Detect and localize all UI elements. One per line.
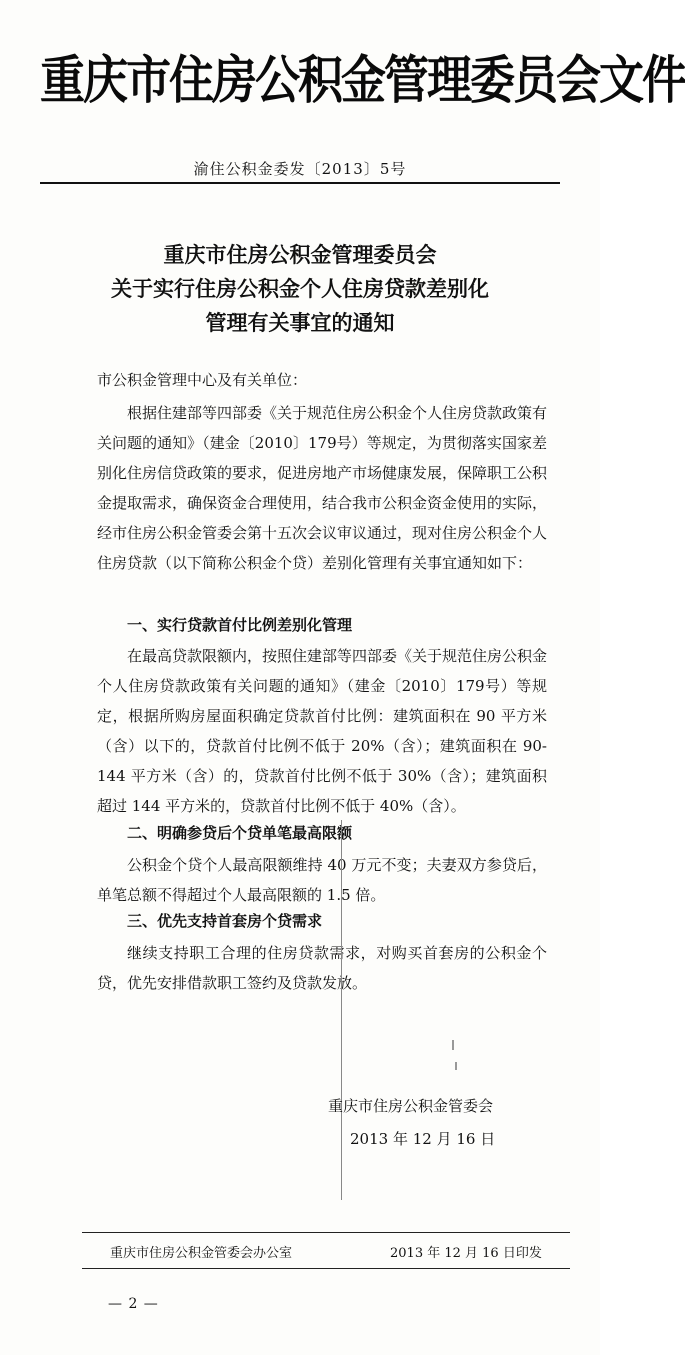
page-number: — 2 — (108, 1296, 159, 1312)
footer-office: 重庆市住房公积金管委会办公室 (110, 1246, 293, 1261)
title-line-3: 管理有关事宜的通知 (205, 310, 395, 335)
section-3-heading: 三、优先支持首套房个贷需求 (127, 912, 323, 930)
signature-issuer: 重庆市住房公积金管委会 (328, 1097, 494, 1115)
footer-print-date: 2013 年 12 月 16 日印发 (390, 1246, 542, 1261)
header-divider (40, 182, 560, 184)
section-2-paragraph: 公积金个贷个人最高限额维持 40 万元不变；夫妻双方参贷后，单笔总额不得超过个人最高限额的 1.5 倍。 (97, 856, 547, 904)
salutation: 市公积金管理中心及有关单位： (97, 371, 308, 389)
signature-date: 2013 年 12 月 16 日 (350, 1130, 496, 1148)
title-line-1: 重庆市住房公积金管理委员会 (163, 242, 437, 267)
intro-paragraph: 根据住建部等四部委《关于规范住房公积金个人住房贷款政策有关问题的通知》（建金〔2010〕179号）等规定，为贯彻落实国家差别化住房信贷政策的要求，促进房地产市场健康发展，保障职工公积金提取需求，确保资金合理使用，结合我市公积金资金使用的实际，经市住房公积金管委会第十五次会议审议通过，现对住房公积金个人住房贷款（以下简称公积金个贷）差别化管理有关事宜通知如下： (97, 404, 548, 572)
notice-title (0, 238, 600, 340)
scan-mark (455, 1062, 457, 1070)
issuer-header: 重庆市住房公积金管理委员会文件 (40, 49, 685, 111)
section-3-paragraph: 继续支持职工合理的住房贷款需求，对购买首套房的公积金个贷，优先安排借款职工签约及贷款发放。 (97, 944, 547, 992)
footer-divider-top (82, 1232, 570, 1233)
footer-divider-bottom (82, 1268, 570, 1269)
section-1-heading: 一、实行贷款首付比例差别化管理 (127, 616, 353, 634)
scan-mark (452, 1040, 454, 1050)
section-2-heading: 二、明确参贷后个贷单笔最高限额 (127, 824, 353, 842)
title-line-2: 关于实行住房公积金个人住房贷款差别化 (111, 276, 489, 301)
section-1-paragraph: 在最高贷款限额内，按照住建部等四部委《关于规范住房公积金个人住房贷款政策有关问题的通知》（建金〔2010〕179号）等规定，根据所购房屋面积确定贷款首付比例：建筑面积在 90 平方米（含）以下的，贷款首付比例不低于 20%（含）；建筑面积在 90-144 平方米（含）的，贷款首付比例不低于 30%（含）；建筑面积超过 144 平方米的，贷款首付比例不低于 40%（含）。 (97, 647, 548, 815)
document-number: 渝住公积金委发〔2013〕5号 (193, 160, 407, 178)
scan-fold-line (341, 820, 342, 1200)
